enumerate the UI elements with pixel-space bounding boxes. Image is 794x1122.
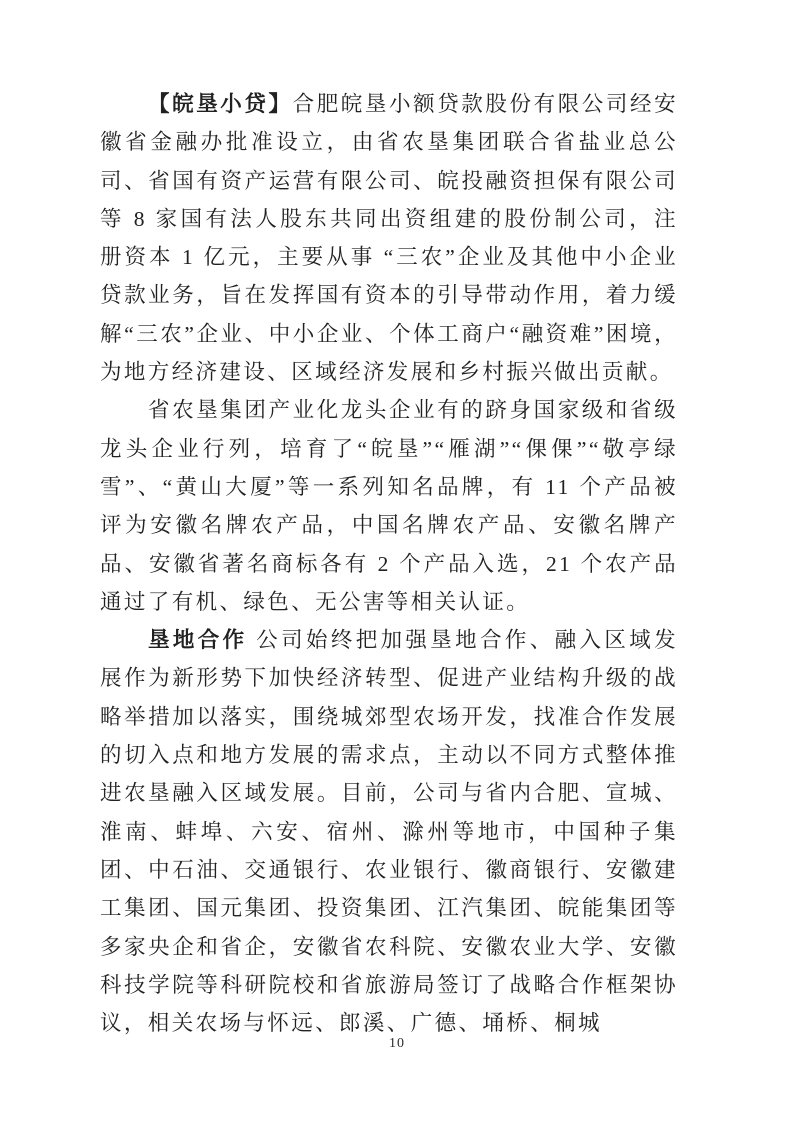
document-body [100, 85, 678, 1042]
paragraph-lead-bold: 【皖垦小贷】 [148, 92, 293, 116]
paragraph-kendi-cooperation [100, 621, 678, 1042]
paragraph-text: 合肥皖垦小额贷款股份有限公司经安徽省金融办批准设立，由省农垦集团联合省盐业总公司、省国有资产运营有限公司、皖投融资担保有限公司等 8 家国有法人股东共同出资组建的股份制公司，注册资本 1 亿元，主要从事 “三农”企业及其他中小企业贷款业务，旨在发挥国有资本的引导带动作用，着力缓解“三农”企业、中小企业、个体工商户“融资难”困境，为地方经济建设、区域经济发展和乡村振兴做出贡献。 [100, 92, 679, 385]
page-number: 10 [389, 1036, 405, 1051]
paragraph-text: 公司始终把加强垦地合作、融入区域发展作为新形势下加快经济转型、促进产业结构升级的战略举措加以落实，围绕城郊型农场开发，找准合作发展的切入点和地方发展的需求点，主动以不同方式整体推进农垦融入区域发展。目前，公司与省内合肥、宣城、淮南、蚌埠、六安、宿州、滁州等地市，中国种子集团、中石油、交通银行、农业银行、徽商银行、安徽建工集团、国元集团、投资集团、江汽集团、皖能集团等多家央企和省企，安徽省农科院、安徽农业大学、安徽科技学院等科研院校和省旅游局签订了战略合作框架协议，相关农场与怀远、郎溪、广德、埇桥、桐城 [100, 628, 679, 1036]
paragraph-lead-bold: 垦地合作 [148, 628, 248, 653]
paragraph-wanken-loans [100, 85, 678, 391]
paragraph-leading-brands [100, 391, 678, 621]
paragraph-text: 省农垦集团产业化龙头企业有的跻身国家级和省级龙头企业行列，培育了“皖垦”“雁湖”“倮倮”“敬亭绿雪”、“黄山大厦”等一系列知名品牌，有 11 个产品被评为安徽名牌农产品，中国名牌农产品、安徽名牌产品、安徽省著名商标各有 2 个产品入选，21 个农产品通过了有机、绿色、无公害等相关认证。 [100, 398, 678, 614]
